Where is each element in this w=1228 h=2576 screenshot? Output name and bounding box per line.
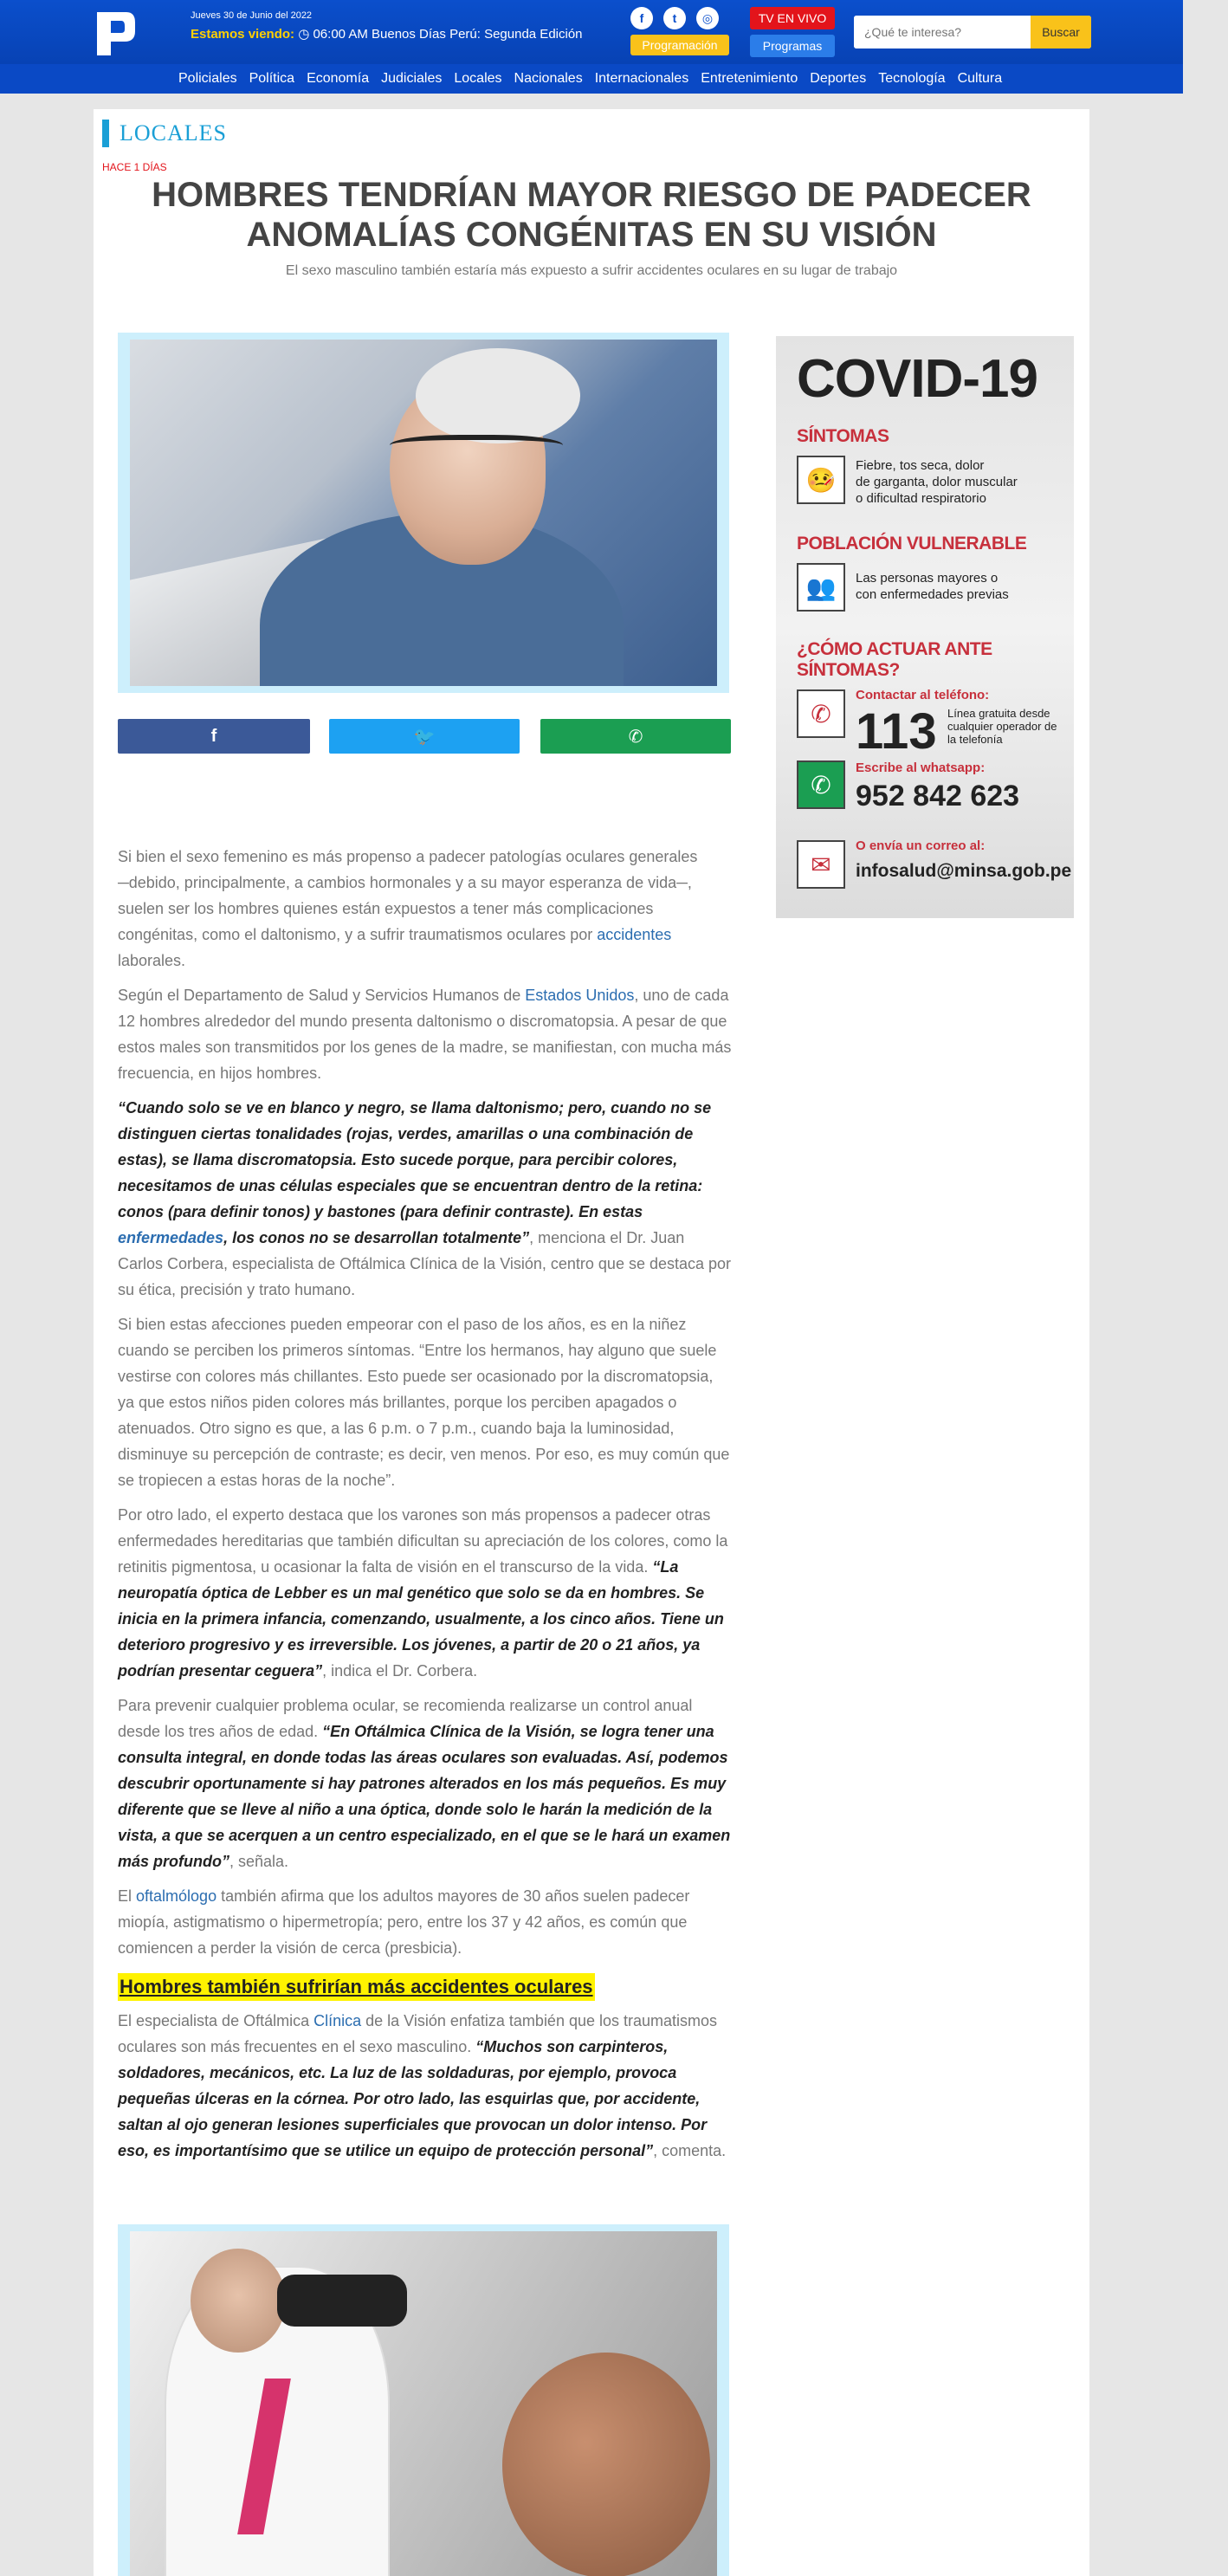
nav-cultura[interactable]: Cultura — [957, 71, 1003, 86]
text: , indica el Dr. Corbera. — [322, 1662, 478, 1680]
nav-tecnologia[interactable]: Tecnología — [878, 71, 946, 86]
paragraph-8 — [118, 2008, 733, 2164]
article-title — [94, 175, 1089, 255]
nav-entretenimiento[interactable]: Entretenimiento — [701, 71, 798, 86]
article-page — [94, 109, 1089, 2576]
people-icon: 👥 — [797, 563, 845, 612]
nav-locales[interactable]: Locales — [454, 71, 502, 86]
facebook-icon: f — [210, 726, 217, 746]
paragraph-7 — [118, 1883, 733, 1961]
share-facebook-button[interactable] — [118, 719, 310, 754]
poblacion-line-1: Las personas mayores o — [856, 571, 999, 586]
nav-economia[interactable]: Economía — [307, 71, 370, 86]
second-image — [130, 2231, 717, 2576]
wa-number: 952 842 623 — [856, 780, 1020, 812]
phone-icon: ✆ — [797, 689, 845, 738]
section-name: LOCALES — [120, 120, 227, 146]
search-box — [854, 16, 1091, 49]
hero-glasses — [390, 435, 563, 461]
paragraph-3 — [118, 1095, 733, 1303]
poblacion-title: POBLACIÓN VULNERABLE — [797, 534, 1027, 553]
tel-number: 113 — [856, 703, 937, 760]
quote: “En Oftálmica Clínica de la Visión, se logra tener una consulta integral, en donde todas las áreas oculares son evaluadas. Así, podemos descubrir oportunamente si hay patrones alterados en los más pequeños. Es muy diferente que se lleve al niño a una óptica, donde solo le harán la medición de la vista, a que se acerquen a un centro especializado, en el que se le hará un examen más profundo” — [118, 1723, 731, 1870]
link-accidentes[interactable]: accidentes — [597, 926, 672, 943]
nav-nacionales[interactable]: Nacionales — [514, 71, 583, 86]
text: también afirma que los adultos mayores de 30 años suelen padecer miopía, astigmatismo o hipermetropía; pero, entre los 37 y 42 años, es común que comiencen a perder la visión de cerca (presbicia). — [118, 1887, 690, 1957]
paragraph-6 — [118, 1693, 733, 1874]
tel-label: Contactar al teléfono: — [856, 688, 990, 702]
patient-head — [502, 2353, 710, 2576]
sintomas-title: SÍNTOMAS — [797, 426, 889, 446]
programas-button[interactable]: Programas — [750, 35, 835, 57]
article-title-line-2: ANOMALÍAS CONGÉNITAS EN SU VISIÓN — [246, 216, 937, 254]
link-oftalmologo[interactable]: oftalmólogo — [136, 1887, 217, 1905]
covid-panel[interactable] — [776, 336, 1074, 918]
mail-label: O envía un correo al: — [856, 838, 986, 853]
text: , uno de cada 12 hombres alrededor del mundo presenta daltonismo o discromatopsia. A pesar de que estos males son transmitidos por los genes de la madre, se manifiestan, con mucha más frecuencia, en hijos hombres. — [118, 987, 732, 1082]
sintomas-line-2: de garganta, dolor muscular — [856, 475, 1018, 489]
now-playing-show: 06:00 AM Buenos Días Perú: Segunda Edición — [313, 27, 583, 42]
twitter-icon[interactable]: t — [663, 7, 686, 29]
ophthalmoscope — [277, 2275, 407, 2327]
section-bar — [102, 120, 109, 147]
article-body — [118, 844, 733, 2172]
share-whatsapp-button[interactable] — [540, 719, 731, 754]
social-links — [630, 7, 719, 29]
hero-image-frame — [118, 333, 729, 693]
text: , señala. — [229, 1853, 289, 1870]
time-ago: HACE 1 DÍAS — [102, 161, 167, 173]
quote: “La neuropatía óptica de Lebber es un mal genético que solo se da en hombres. Se inicia en la primera infancia, comenzando, usualmente, a los cinco años. Tiene un deterioro progresivo y es irreversible. Los jóvenes, a partir de 20 o 21 años, ya podrían presentar ceguera” — [118, 1558, 724, 1680]
covid-title: COVID-19 — [797, 349, 1037, 409]
link-enfermedades[interactable]: enfermedades — [118, 1229, 224, 1246]
paragraph-5 — [118, 1502, 733, 1684]
text: Si bien el sexo femenino es más propenso a padecer patologías oculares generales ─debido, principalmente, a cambios hormonales y a su mayor esperanza de vida─, suelen ser los hombres quienes están expuestos a tener más complicaciones congénitas, como el daltonismo, y a sufrir traumatismos oculares por — [118, 848, 698, 943]
sintomas-line-3: o dificultad respiratorio — [856, 491, 986, 506]
text: El especialista de Oftálmica — [118, 2012, 314, 2029]
fever-icon: 🤒 — [797, 456, 845, 504]
nav-judiciales[interactable]: Judiciales — [381, 71, 443, 86]
share-twitter-button[interactable] — [329, 719, 520, 754]
current-date: Jueves 30 de Junio del 2022 — [191, 10, 313, 21]
text: El — [118, 1887, 137, 1905]
text: laborales. — [118, 952, 186, 969]
section-label[interactable] — [102, 120, 227, 147]
whatsapp-icon: ✆ — [628, 727, 643, 747]
nav-deportes[interactable]: Deportes — [810, 71, 867, 86]
actuar-title: ¿CÓMO ACTUAR ANTE SÍNTOMAS? — [797, 639, 992, 680]
text: Por otro lado, el experto destaca que los varones son más propensos a padecer otras enfermedades hereditarias que también dificultan su apreciación de los colores, como la retinitis pigmentosa, u ocasionar la falta de visión en el transcurso de la vida. — [118, 1506, 728, 1576]
hero-image — [130, 340, 717, 686]
tv-en-vivo-button[interactable]: TV EN VIVO — [750, 7, 835, 29]
now-playing — [191, 26, 583, 42]
nav-policiales[interactable]: Policiales — [178, 71, 237, 86]
twitter-icon: 🐦 — [413, 727, 436, 747]
text: , los conos no se desarrollan totalmente” — [223, 1229, 530, 1246]
main-nav — [0, 64, 1183, 94]
nav-politica[interactable]: Política — [249, 71, 295, 86]
doctor-head — [191, 2249, 286, 2353]
mail-address: infosalud@minsa.gob.pe — [856, 861, 1072, 881]
mail-icon: ✉ — [797, 840, 845, 889]
search-input[interactable] — [854, 16, 1031, 49]
site-logo-icon[interactable] — [92, 9, 137, 57]
facebook-icon[interactable]: f — [630, 7, 653, 29]
top-bar — [0, 0, 1183, 64]
text: “Cuando solo se ve en blanco y negro, se llama daltonismo; pero, cuando no se distinguen ciertas tonalidades (rojas, verdes, amarillas o una combinación de estas), se llama discromatopsia. Esto sucede porque, para percibir colores, necesitamos de unas células especiales que se encuentran dentro de la retina: conos (para definir tonos) y bastones (para definir contraste). En estas — [118, 1099, 712, 1220]
clock-icon: ◷ — [298, 27, 310, 42]
site-header — [0, 0, 1183, 94]
now-playing-label: Estamos viendo: — [191, 27, 295, 42]
text: Según el Departamento de Salud y Servicios Humanos de — [118, 987, 526, 1004]
poblacion-line-2: con enfermedades previas — [856, 587, 1009, 602]
text: , menciona el Dr. Juan Carlos Corbera, especialista de Oftálmica Clínica de la Visión, centro que se destaca por su ética, precisión y trato humano. — [118, 1229, 732, 1298]
text: , comenta. — [653, 2142, 727, 2159]
sintomas-text — [856, 457, 1018, 507]
paragraph-4: Si bien estas afecciones pueden empeorar con el paso de los años, es en la niñez cuando se perciben los primeros síntomas. “Entre los hermanos, hay alguno que suele vestirse con colores más chillantes. Esto puede ser ocasionado por la discromatopsia, ya que estos niños piden colores más brillantes, porque los perciben apagados o atenuados. Otro signo es que, a las 6 p.m. o 7 p.m., cuando baja la luminosidad, disminuye su percepción de contraste; es decir, ven menos. Por eso, es muy común que se tropiecen a estas horas de la noche”. — [118, 1316, 730, 1489]
search-button[interactable]: Buscar — [1031, 16, 1091, 49]
link-estados-unidos[interactable]: Estados Unidos — [525, 987, 635, 1004]
poblacion-text — [856, 570, 1009, 603]
article-title-line-1: HOMBRES TENDRÍAN MAYOR RIESGO DE PADECER — [152, 176, 1031, 214]
sintomas-line-1: Fiebre, tos seca, dolor — [856, 458, 985, 473]
quote: “Muchos son carpinteros, soldadores, mecánicos, etc. La luz de las soldaduras, por ejemplo, provoca pequeñas úlceras en la córnea. Por otro lado, las esquirlas que, por accidente, saltan al ojo generan lesiones superficiales que provocan un dolor intenso. Por eso, es importantísimo que se utilice un equipo de protección personal” — [118, 2038, 708, 2159]
instagram-icon[interactable]: ◎ — [696, 7, 719, 29]
tel-description: Línea gratuita desde cualquier operador de la telefonía — [947, 707, 1057, 746]
text: de la Visión enfatiza también que los traumatismos oculares son más frecuentes en el sexo masculino. — [118, 2012, 718, 2055]
wa-label: Escribe al whatsapp: — [856, 761, 986, 775]
hero-hair — [416, 348, 580, 443]
subheading: Hombres también sufrirían más accidentes oculares — [118, 1973, 595, 2001]
link-clinica[interactable]: Clínica — [313, 2012, 362, 2029]
quote — [118, 1099, 711, 1246]
article-subtitle: El sexo masculino también estaría más expuesto a sufrir accidentes oculares en su lugar de trabajo — [285, 263, 898, 278]
text: Para prevenir cualquier problema ocular, se recomienda realizarse un control anual desde los tres años de edad. — [118, 1697, 693, 1740]
second-image-frame — [118, 2224, 729, 2576]
nav-internacionales[interactable]: Internacionales — [594, 71, 689, 86]
paragraph-2 — [118, 982, 733, 1086]
paragraph-1 — [118, 844, 733, 974]
whatsapp-icon: ✆ — [797, 761, 845, 809]
programacion-button[interactable]: Programación — [630, 35, 729, 55]
